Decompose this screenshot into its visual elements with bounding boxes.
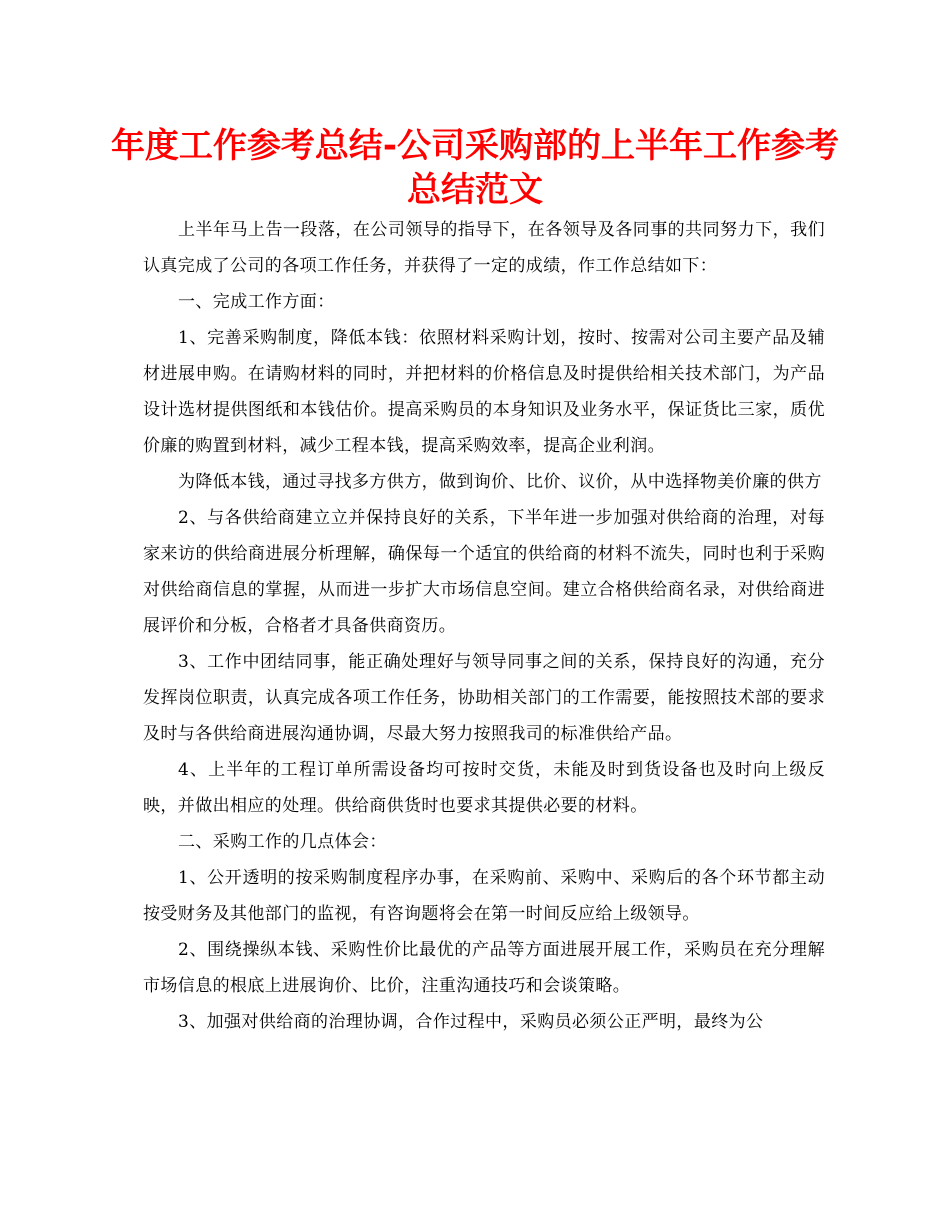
paragraph-item-2: 2、与各供给商建立立并保持良好的关系，下半年进一步加强对供给商的治理，对每家来访的供给商进展分析理解，确保每一个适宜的供给商的材料不流失，同时也利于采购对供给商信息的掌握，从而进一步扩大市场信息空间。建立合格供给商名录，对供给商进展评价和分板，合格者才具备供商资历。 (143, 508, 825, 636)
document-title-line-1: 年度工作参考总结-公司采购部的上半年工作参考 (110, 126, 840, 166)
paragraph-item-4: 4、上半年的工程订单所需设备均可按时交货，未能及时到货设备也及时向上级反映，并做出相应的处理。供给商供货时也要求其提供必要的材料。 (143, 760, 825, 816)
paragraph-experience-3: 3、加强对供给商的治理协调，合作过程中，采购员必须公正严明，最终为公 (178, 1012, 764, 1032)
paragraph-cost-reduction: 为降低本钱，通过寻找多方供方，做到询价、比价、议价，从中选择物美价廉的供方 (178, 472, 822, 492)
paragraph-experience-2: 2、围绕操纵本钱、采购性价比最优的产品等方面进展开展工作，采购员在充分理解市场信息的根底上进展询价、比价，注重沟通技巧和会谈策略。 (143, 940, 825, 996)
section-heading-achievements: 一、完成工作方面： (178, 292, 335, 312)
paragraph-intro: 上半年马上告一段落，在公司领导的指导下，在各领导及各同事的共同努力下，我们认真完成了公司的各项工作任务，并获得了一定的成绩，作工作总结如下： (143, 220, 825, 276)
document-title-line-2: 总结范文 (407, 170, 543, 210)
document-body (143, 212, 825, 1040)
paragraph-experience-1: 1、公开透明的按采购制度程序办事，在采购前、采购中、采购后的各个环节都主动按受财务及其他部门的监视，有咨询题将会在第一时间反应给上级领导。 (143, 868, 825, 924)
paragraph-item-3: 3、工作中团结同事，能正确处理好与领导同事之间的关系，保持良好的沟通，充分发挥岗位职责，认真完成各项工作任务，协助相关部门的工作需要，能按照技术部的要求及时与各供给商进展沟通协调，尽最大努力按照我司的标准供给产品。 (143, 652, 825, 744)
section-heading-experiences: 二、采购工作的几点体会： (178, 832, 387, 852)
paragraph-item-1: 1、完善采购制度，降低本钱：依照材料采购计划，按时、按需对公司主要产品及辅材进展申购。在请购材料的同时，并把材料的价格信息及时提供给相关技术部门，为产品设计选材提供图纸和本钱估价。提高采购员的本身知识及业务水平，保证货比三家，质优价廉的购置到材料，减少工程本钱，提高采购效率，提高企业利润。 (143, 328, 825, 456)
